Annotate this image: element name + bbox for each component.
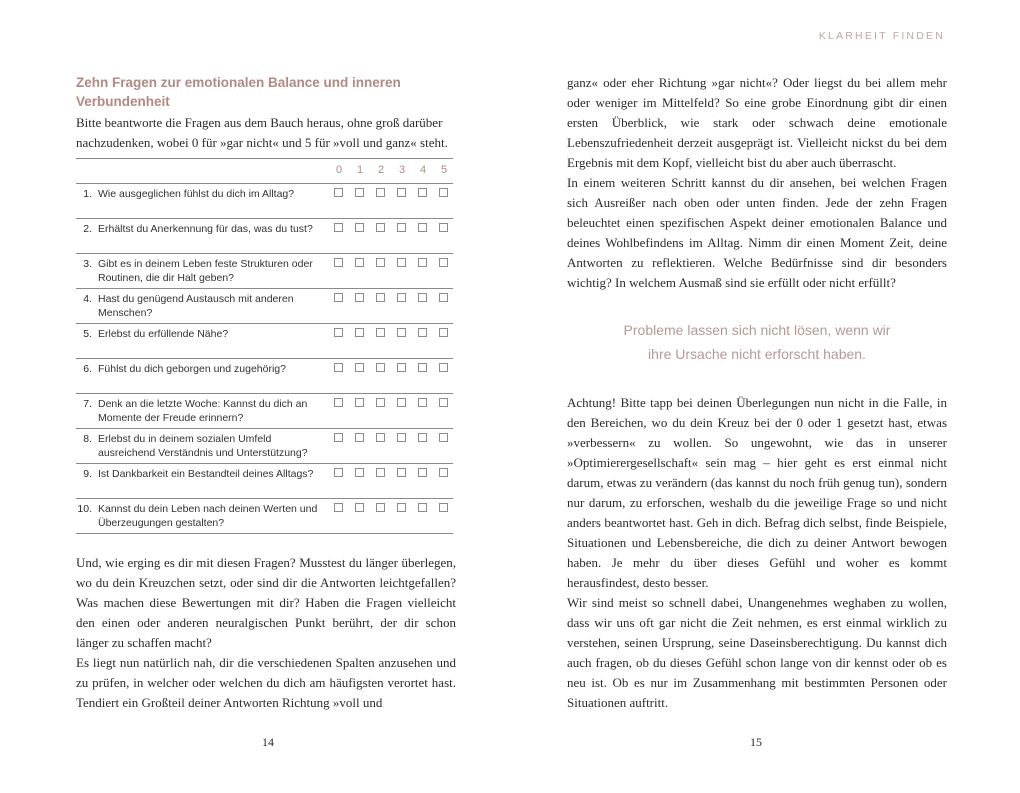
rating-checkbox-0[interactable] bbox=[334, 293, 343, 302]
rating-checkbox-3[interactable] bbox=[397, 223, 406, 232]
questionnaire-table bbox=[76, 158, 453, 534]
rating-checkbox-2[interactable] bbox=[376, 188, 385, 197]
pull-quote bbox=[567, 318, 947, 366]
body-paragraph: Und, wie erging es dir mit diesen Fragen? Musstest du länger überlegen, wo du dein Kreuzchen setzt, oder sind dir die Antworten leichtgefallen? Was machen diese Bewertungen mit dir? Haben die Fragen vielleicht den einen oder anderen neuralgischen Punkt berührt, der dir schon länger zu schaffen macht? bbox=[76, 555, 456, 650]
rating-checkbox-0[interactable] bbox=[334, 188, 343, 197]
left-body-text bbox=[76, 553, 456, 713]
rating-checkbox-4[interactable] bbox=[418, 258, 427, 267]
question-text: Fühlst du dich geborgen und zugehörig? bbox=[98, 363, 286, 375]
question-text: Kannst du dein Leben nach deinen Werten und Überzeugungen gestalten? bbox=[98, 503, 318, 529]
question-row bbox=[76, 218, 453, 253]
rating-checkbox-0[interactable] bbox=[334, 398, 343, 407]
rating-checkbox-5[interactable] bbox=[439, 433, 448, 442]
scale-label: 3 bbox=[398, 164, 406, 176]
rating-checkbox-2[interactable] bbox=[376, 363, 385, 372]
page-number: 14 bbox=[262, 735, 274, 749]
rating-checkbox-5[interactable] bbox=[439, 468, 448, 477]
question-number: 6. bbox=[83, 363, 92, 375]
rating-checkbox-0[interactable] bbox=[334, 503, 343, 512]
rating-checkbox-3[interactable] bbox=[397, 398, 406, 407]
section-heading-line2: Verbundenheit bbox=[76, 94, 170, 109]
rating-checkbox-4[interactable] bbox=[418, 433, 427, 442]
question-number: 8. bbox=[83, 433, 92, 445]
question-number: 10. bbox=[77, 503, 92, 515]
body-paragraph: Es liegt nun natürlich nah, dir die verschiedenen Spalten anzusehen und zu prüfen, in welcher oder welchen du dich am häufigsten verortet hast. Tendiert ein Großteil deiner Antworten Richtung »voll und bbox=[76, 655, 456, 710]
rating-checkbox-1[interactable] bbox=[355, 328, 364, 337]
rating-checkbox-4[interactable] bbox=[418, 293, 427, 302]
right-body-text-bottom bbox=[567, 393, 947, 713]
rating-checkbox-5[interactable] bbox=[439, 223, 448, 232]
question-number: 1. bbox=[83, 188, 92, 200]
rating-checkbox-2[interactable] bbox=[376, 468, 385, 477]
section-heading bbox=[76, 73, 456, 111]
question-number: 4. bbox=[83, 293, 92, 305]
question-text: Erhältst du Anerkennung für das, was du tust? bbox=[98, 223, 313, 235]
rating-checkbox-5[interactable] bbox=[439, 328, 448, 337]
questionnaire-intro: Bitte beantworte die Fragen aus dem Bauch heraus, ohne groß darüber nachzudenken, wobei 0 für »gar nicht« und 5 für »voll und ganz« steht. bbox=[76, 115, 448, 150]
question-row bbox=[76, 428, 453, 463]
rating-checkbox-2[interactable] bbox=[376, 293, 385, 302]
scale-label: 0 bbox=[335, 164, 343, 176]
rating-checkbox-3[interactable] bbox=[397, 293, 406, 302]
rating-checkbox-1[interactable] bbox=[355, 258, 364, 267]
body-paragraph: ganz« oder eher Richtung »gar nicht«? Oder liegst du bei allem mehr oder weniger im Mittelfeld? So eine grobe Einordnung gibt dir einen ersten Überblick, wie stark oder schwach deine emotionale Lebenszufriedenheit derzeit ausgeprägt ist. Vielleicht nickst du bei dem Ergebnis mit dem Kopf, vielleicht bist du aber auch überrascht. bbox=[567, 75, 947, 170]
rating-checkbox-4[interactable] bbox=[418, 468, 427, 477]
rating-checkbox-3[interactable] bbox=[397, 328, 406, 337]
rating-checkbox-4[interactable] bbox=[418, 363, 427, 372]
question-row bbox=[76, 393, 453, 428]
question-text: Ist Dankbarkeit ein Bestandteil deines Alltags? bbox=[98, 468, 314, 480]
body-paragraph: Achtung! Bitte tapp bei deinen Überlegungen nun nicht in die Falle, in den Bereichen, wo du dein Kreuz bei der 0 oder 1 gesetzt hast, etwas »verbessern« zu wollen. So ungewohnt, wie das in unserer »Optimierergesellschaft« sein mag – hier geht es erst einmal nicht darum, etwas zu verändern (das kannst du noch früh genug tun), sondern nur darum, zu erforschen, weshalb du die jeweilige Frage so und nicht anders beantwortet hast. Geh in dich. Befrag dich selbst, finde Beispiele, Situationen und Lebensbereiche, die dich zu deiner Antwort bewogen haben. Je mehr du über dieses Gefühl und woher es kommt herausfindest, desto besser. bbox=[567, 395, 947, 590]
question-row bbox=[76, 183, 453, 218]
rating-checkbox-5[interactable] bbox=[439, 293, 448, 302]
running-head: KLARHEIT FINDEN bbox=[818, 30, 945, 42]
question-row bbox=[76, 498, 453, 534]
rating-checkbox-1[interactable] bbox=[355, 223, 364, 232]
rating-checkbox-2[interactable] bbox=[376, 223, 385, 232]
rating-checkbox-4[interactable] bbox=[418, 188, 427, 197]
question-rows bbox=[76, 183, 453, 534]
question-text: Wie ausgeglichen fühlst du dich im Alltag? bbox=[98, 188, 295, 200]
rating-checkbox-4[interactable] bbox=[418, 223, 427, 232]
question-number: 2. bbox=[83, 223, 92, 235]
rating-checkbox-2[interactable] bbox=[376, 503, 385, 512]
rating-checkbox-2[interactable] bbox=[376, 258, 385, 267]
rating-checkbox-2[interactable] bbox=[376, 398, 385, 407]
question-row bbox=[76, 323, 453, 358]
rating-checkbox-0[interactable] bbox=[334, 258, 343, 267]
right-page bbox=[510, 0, 1020, 793]
question-row bbox=[76, 253, 453, 288]
rating-checkbox-4[interactable] bbox=[418, 398, 427, 407]
scale-label: 2 bbox=[377, 164, 385, 176]
rating-checkbox-1[interactable] bbox=[355, 433, 364, 442]
question-text: Gibt es in deinem Leben feste Strukturen oder Routinen, die dir Halt geben? bbox=[98, 258, 313, 284]
right-body-text-top bbox=[567, 73, 947, 293]
body-paragraph: Wir sind meist so schnell dabei, Unangenehmes weghaben zu wollen, dass wir uns oft gar nicht die Zeit nehmen, es erst einmal wirklich zu verstehen, seinen Ursprung, seine Daseinsberechtigung. Du kannst dich auch fragen, ob du dieses Gefühl schon lange von dir kennst oder ob es neu ist. Ob es nur im Zusammenhang mit bestimmten Personen oder Situationen auftritt. bbox=[567, 595, 947, 710]
rating-checkbox-0[interactable] bbox=[334, 433, 343, 442]
question-text: Erlebst du erfüllende Nähe? bbox=[98, 328, 229, 340]
pull-quote-line1: Probleme lassen sich nicht lösen, wenn wir bbox=[623, 322, 891, 338]
rating-checkbox-0[interactable] bbox=[334, 328, 343, 337]
page-number: 15 bbox=[750, 735, 762, 749]
rating-checkbox-3[interactable] bbox=[397, 258, 406, 267]
rating-checkbox-5[interactable] bbox=[439, 258, 448, 267]
scale-label: 5 bbox=[440, 164, 448, 176]
rating-checkbox-3[interactable] bbox=[397, 433, 406, 442]
rating-checkbox-1[interactable] bbox=[355, 503, 364, 512]
question-number: 3. bbox=[83, 258, 92, 270]
question-row bbox=[76, 358, 453, 393]
rating-checkbox-1[interactable] bbox=[355, 363, 364, 372]
rating-checkbox-2[interactable] bbox=[376, 328, 385, 337]
rating-checkbox-0[interactable] bbox=[334, 363, 343, 372]
rating-checkbox-1[interactable] bbox=[355, 398, 364, 407]
rating-checkbox-0[interactable] bbox=[334, 468, 343, 477]
scale-label: 1 bbox=[356, 164, 364, 176]
question-number: 7. bbox=[83, 398, 92, 410]
question-row bbox=[76, 463, 453, 498]
rating-checkbox-5[interactable] bbox=[439, 503, 448, 512]
rating-checkbox-4[interactable] bbox=[418, 503, 427, 512]
rating-checkbox-1[interactable] bbox=[355, 188, 364, 197]
rating-checkbox-5[interactable] bbox=[439, 398, 448, 407]
rating-checkbox-3[interactable] bbox=[397, 503, 406, 512]
question-text: Hast du genügend Austausch mit anderen Menschen? bbox=[98, 293, 294, 319]
question-row bbox=[76, 288, 453, 323]
question-text: Denk an die letzte Woche: Kannst du dich an Momente der Freude erinnern? bbox=[98, 398, 308, 424]
section-heading-line1: Zehn Fragen zur emotionalen Balance und inneren bbox=[76, 75, 401, 90]
question-number: 5. bbox=[83, 328, 92, 340]
scale-label: 4 bbox=[419, 164, 427, 176]
question-number: 9. bbox=[83, 468, 92, 480]
rating-checkbox-1[interactable] bbox=[355, 293, 364, 302]
scale-header bbox=[76, 158, 453, 183]
pull-quote-line2: ihre Ursache nicht erforscht haben. bbox=[648, 346, 866, 362]
rating-checkbox-3[interactable] bbox=[397, 363, 406, 372]
rating-checkbox-0[interactable] bbox=[334, 223, 343, 232]
question-text: Erlebst du in deinem sozialen Umfeld ausreichend Verständnis und Unterstützung? bbox=[98, 433, 308, 459]
rating-checkbox-5[interactable] bbox=[439, 363, 448, 372]
rating-checkbox-3[interactable] bbox=[397, 188, 406, 197]
rating-checkbox-1[interactable] bbox=[355, 468, 364, 477]
rating-checkbox-2[interactable] bbox=[376, 433, 385, 442]
rating-checkbox-5[interactable] bbox=[439, 188, 448, 197]
body-paragraph: In einem weiteren Schritt kannst du dir ansehen, bei welchen Fragen sich Ausreißer nach oben oder unten finden. Jede der zehn Fragen beleuchtet einen spezifischen Aspekt deiner emotionalen Balance und deines Wohlbefindens im Alltag. Nimm dir einen Moment Zeit, deine Antworten zu reflektieren. Welche Bedürfnisse sind dir besonders wichtig? In welchem Ausmaß sind sie erfüllt oder nicht erfüllt? bbox=[567, 175, 947, 290]
rating-checkbox-3[interactable] bbox=[397, 468, 406, 477]
rating-checkbox-4[interactable] bbox=[418, 328, 427, 337]
